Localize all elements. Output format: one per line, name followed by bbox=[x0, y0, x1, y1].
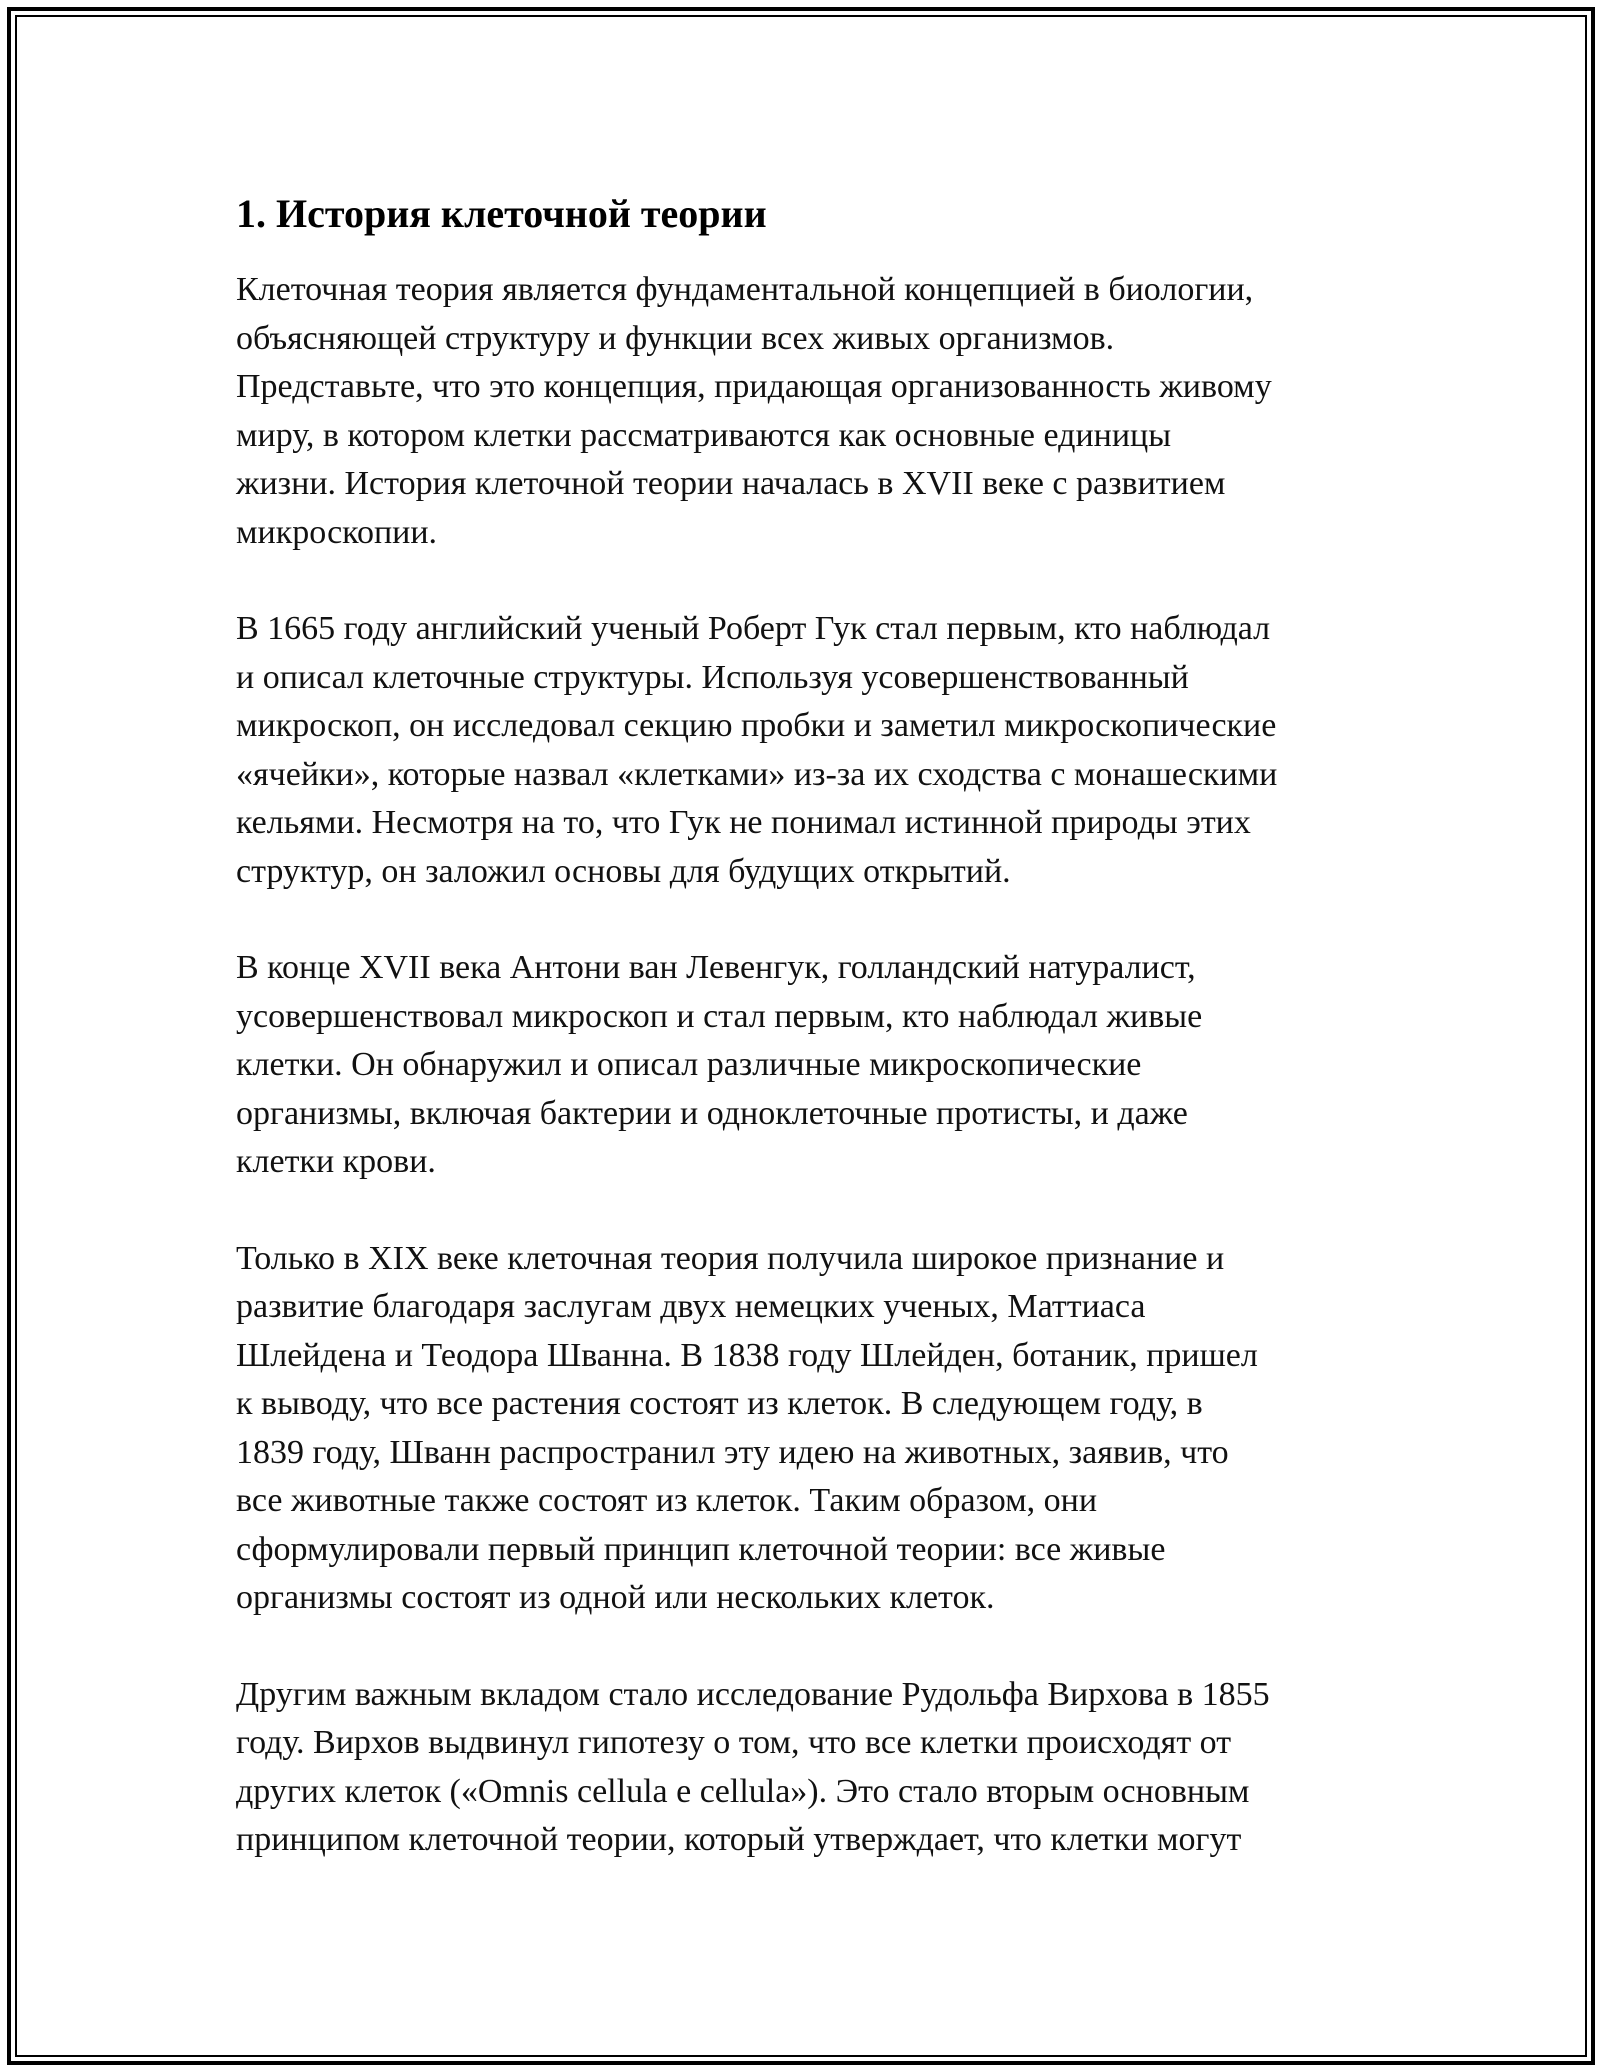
paragraph-leeuwenhoek bbox=[236, 944, 1376, 1187]
text-line: клетки. Он обнаружил и описал различные микроскопические bbox=[236, 1046, 1142, 1083]
text-line: Клеточная теория является фундаментальной концепцией в биологии, bbox=[236, 271, 1254, 308]
text-line: миру, в котором клетки рассматриваются как основные единицы bbox=[236, 416, 1172, 454]
text-line: 1839 году, Шванн распространил эту идею на животных, заявив, что bbox=[236, 1433, 1229, 1471]
text-line: объясняющей структуру и функции всех живых организмов. bbox=[236, 319, 1115, 357]
text-line: все животные также состоят из клеток. Таким образом, они bbox=[236, 1482, 1098, 1519]
text-line: микроскопии. bbox=[236, 513, 438, 551]
text-line: В конце XVII века Антони ван Левенгук, голландский натуралист, bbox=[236, 949, 1196, 986]
section-heading: 1. История клеточной теории bbox=[236, 191, 767, 236]
text-line: других клеток («Omnis cellula e cellula»). Это стало вторым основным bbox=[236, 1772, 1250, 1810]
text-line: Другим важным вкладом стало исследование Рудольфа Вирхова в 1855 bbox=[236, 1675, 1270, 1713]
paragraph-schleiden-schwann bbox=[236, 1235, 1376, 1623]
text-line: Только в XIX веке клеточная теория получила широкое признание и bbox=[236, 1239, 1225, 1277]
text-line: организмы состоят из одной или нескольких клеток. bbox=[236, 1579, 995, 1616]
paragraph-hooke bbox=[236, 605, 1376, 896]
text-line: сформулировали первый принцип клеточной теории: все живые bbox=[236, 1530, 1166, 1568]
text-line: усовершенствовал микроскоп и стал первым, кто наблюдал живые bbox=[236, 997, 1203, 1035]
text-line: и описал клеточные структуры. Используя усовершенствованный bbox=[236, 658, 1189, 696]
text-line: клетки крови. bbox=[236, 1143, 436, 1180]
text-line: принципом клеточной теории, который утверждает, что клетки могут bbox=[236, 1821, 1242, 1858]
paragraph-intro bbox=[236, 266, 1376, 557]
text-line: структур, он заложил основы для будущих открытий. bbox=[236, 852, 1011, 890]
text-line: организмы, включая бактерии и одноклеточные протисты, и даже bbox=[236, 1094, 1188, 1132]
text-line: Представьте, что это концепция, придающая организованность живому bbox=[236, 368, 1272, 405]
text-line: В 1665 году английский ученый Роберт Гук стал первым, кто наблюдал bbox=[236, 610, 1271, 647]
paragraph-virchow bbox=[236, 1671, 1376, 1865]
text-line: развитие благодаря заслугам двух немецких ученых, Маттиаса bbox=[236, 1288, 1146, 1325]
document-body bbox=[236, 188, 1376, 1913]
text-line: жизни. История клеточной теории началась в XVII веке с развитием bbox=[236, 465, 1226, 502]
text-line: «ячейки», которые назвал «клетками» из-за их сходства с монашескими bbox=[236, 755, 1278, 793]
text-line: к выводу, что все растения состоят из клеток. В следующем году, в bbox=[236, 1385, 1203, 1422]
text-line: микроскоп, он исследовал секцию пробки и заметил микроскопические bbox=[236, 707, 1277, 744]
text-line: году. Вирхов выдвинул гипотезу о том, что все клетки происходят от bbox=[236, 1724, 1232, 1761]
text-line: Шлейдена и Теодора Шванна. В 1838 году Шлейден, ботаник, пришел bbox=[236, 1336, 1258, 1374]
text-line: кельями. Несмотря на то, что Гук не понимал истинной природы этих bbox=[236, 804, 1251, 841]
